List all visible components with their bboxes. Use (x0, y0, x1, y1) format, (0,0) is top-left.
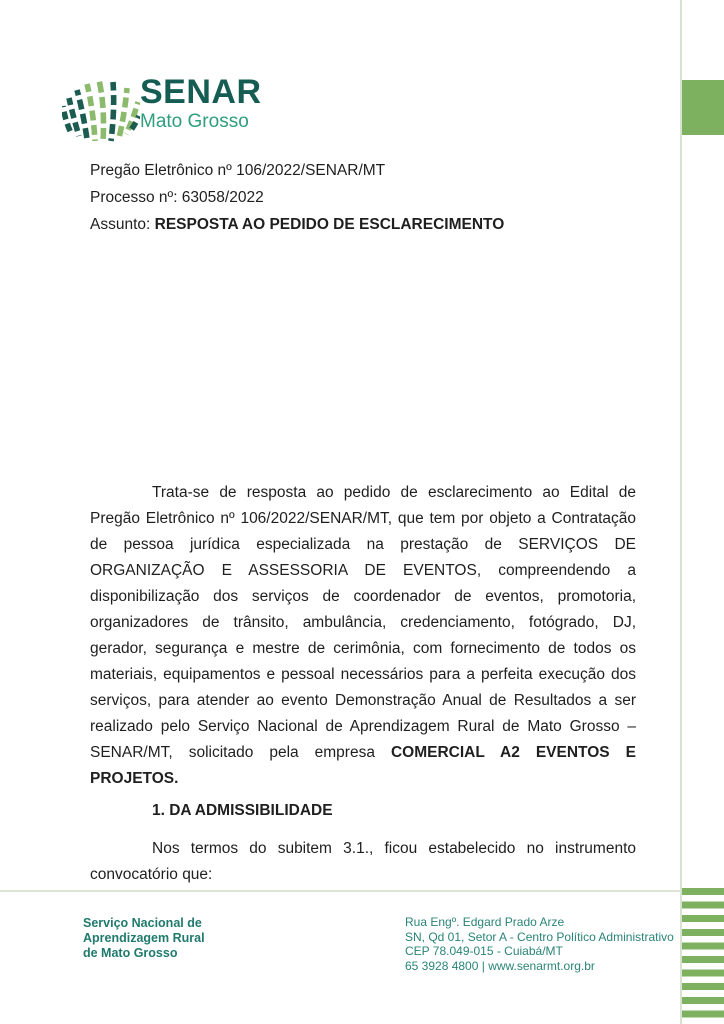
footer-phone-website: 65 3928 4800 | www.senarmt.org.br (405, 958, 595, 973)
logo-text (140, 75, 262, 133)
footer-address-cep: CEP 78.049-015 - Cuiabá/MT (405, 944, 563, 958)
footer-org-line: de Mato Grosso (83, 946, 178, 960)
top-right-accent-block (682, 80, 724, 135)
footer-address (405, 915, 674, 973)
logo-brand-name: SENAR (140, 73, 262, 111)
paragraph-intro-company: COMERCIAL A2 EVENTOS E PROJETOS. (90, 744, 636, 787)
paragraph-nos-termos: Nos termos do subitem 3.1., ficou estabelecido no instrumento convocatório que: (90, 840, 636, 883)
logo-region-name: Mato Grosso (140, 111, 249, 132)
footer-address-street: Rua Engº. Edgard Prado Arze (405, 915, 565, 929)
document-header (90, 157, 650, 238)
footer-address-district: SN, Qd 01, Setor A - Centro Político Administrativo (405, 929, 674, 944)
document-body (90, 480, 636, 888)
paragraph-intro (90, 480, 636, 792)
right-vertical-hairline (680, 0, 682, 1024)
footer-org-line: Aprendizagem Rural (83, 931, 205, 945)
senar-wheat-logo-icon (62, 78, 140, 142)
section-heading-admissibilidade: 1. DA ADMISSIBILIDADE (152, 802, 333, 819)
bottom-right-accent-stripes (682, 888, 724, 1024)
header-pregao-line: Pregão Eletrônico nº 106/2022/SENAR/MT (90, 162, 386, 179)
footer-org-line: Serviço Nacional de (83, 916, 202, 930)
senar-logo (62, 75, 262, 142)
header-assunto-line (90, 211, 650, 238)
footer-organization (83, 916, 205, 961)
assunto-value: RESPOSTA AO PEDIDO DE ESCLARECIMENTO (154, 216, 505, 233)
assunto-label: Assunto: (90, 216, 155, 233)
footer-divider-line (0, 890, 681, 892)
header-processo-line: Processo nº: 63058/2022 (90, 189, 264, 206)
paragraph-intro-text: Trata-se de resposta ao pedido de esclarecimento ao Edital de Pregão Eletrônico nº 106/2022/SENAR/MT, que tem por objeto a Contratação de pessoa jurídica especializada na prestação de SERVIÇOS DE ORGANIZAÇÃO E ASSESSORIA DE EVENTOS, compreendendo a disponibilização dos serviços de coordenador de eventos, promotoria, organizadores de trânsito, ambulância, credenciamento, fotógrado, DJ, gerador, segurança e mestre de cerimônia, com fornecimento de todos os materiais, equipamentos e pessoal necessários para a perfeita execução dos serviços, para atender ao evento Demonstração Anual de Resultados a ser realizado pelo Serviço Nacional de Aprendizagem Rural de Mato Grosso – SENAR/MT, solicitado pela empresa (90, 484, 636, 761)
